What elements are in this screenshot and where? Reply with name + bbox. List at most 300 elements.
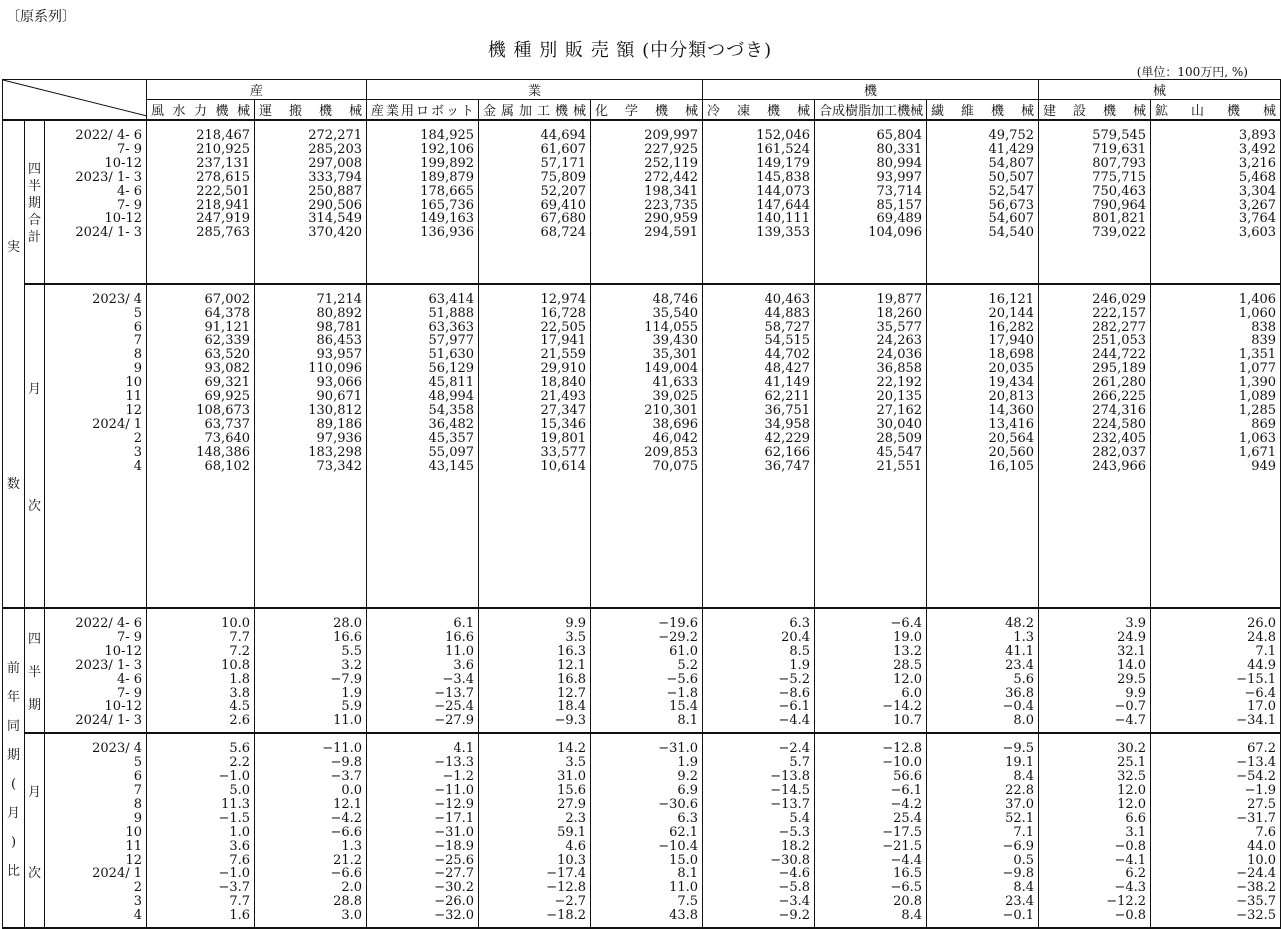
data-cell: −14.2 (882, 699, 923, 715)
data-cell: 1.3 (1013, 629, 1035, 645)
data-cell: 39,025 (652, 389, 699, 405)
data-cell: 3.1 (1125, 824, 1147, 840)
data-cell: 38,696 (652, 416, 699, 432)
data-cell: 20,144 (988, 305, 1035, 321)
column-header-char: 化 (595, 104, 609, 119)
period-label: 2024/ 1 (92, 416, 143, 432)
sales-table-container (2, 79, 1277, 924)
data-cell: 11.0 (333, 713, 363, 729)
data-cell: 149,163 (420, 211, 475, 227)
block-actual-quarter (3, 120, 1281, 284)
data-cell: 8.0 (1013, 713, 1035, 729)
column-header-char: 機 (1227, 104, 1241, 119)
data-cell: 108,673 (196, 403, 251, 418)
data-cell: 252,119 (644, 155, 699, 171)
period-label: 4- 6 (116, 183, 143, 199)
period-column (45, 733, 147, 928)
data-cell: 35,577 (876, 319, 923, 335)
data-cell: −13.3 (434, 755, 475, 771)
data-cell: 8.5 (789, 643, 811, 659)
data-cell: 62,339 (204, 333, 251, 349)
data-cell: −1.8 (666, 685, 699, 701)
header-row-group (3, 80, 1281, 100)
data-cell: 10.8 (221, 657, 251, 673)
data-cell: 232,405 (1092, 430, 1147, 446)
data-cell: 14.0 (1117, 657, 1147, 673)
column-header-char: 合 (819, 104, 833, 119)
column-header-char: 運 (259, 104, 273, 119)
data-cell: 69,489 (876, 211, 923, 227)
data-cell: 15.0 (669, 852, 699, 868)
data-cell: 6.1 (453, 616, 475, 631)
data-cell: −0.8 (1114, 838, 1147, 854)
data-cell: −9.2 (778, 908, 811, 924)
column-header-char: 工 (884, 104, 898, 119)
data-cell: 192,106 (420, 141, 475, 157)
data-cell: 1.9 (677, 755, 699, 771)
data-cell: −25.6 (434, 852, 475, 868)
column-header (147, 100, 255, 121)
data-cell: 775,715 (1092, 169, 1147, 185)
data-cell: 54,540 (988, 225, 1035, 241)
data-cell: 370,420 (308, 225, 363, 241)
sub-label-char: 合 (27, 213, 41, 229)
data-cell: 52,207 (540, 183, 587, 199)
data-cell: 37.0 (1005, 796, 1035, 812)
data-cell: 1,089 (1238, 389, 1277, 405)
column-header-char: 金 (483, 104, 497, 119)
data-cell: 68,724 (540, 225, 587, 241)
column-header-char: 樹 (845, 104, 859, 119)
data-cell: 56,673 (988, 197, 1035, 213)
column-header-text (703, 100, 814, 119)
data-cell: 198,341 (644, 183, 699, 199)
data-cell: 278,615 (196, 169, 251, 185)
data-cell: −9.8 (1002, 866, 1035, 882)
data-cell: 274,316 (1092, 403, 1147, 418)
data-cell: 790,964 (1092, 197, 1147, 213)
data-cell: 19,434 (988, 375, 1035, 391)
data-cell: 36,751 (764, 403, 811, 418)
data-cell: 5.7 (789, 755, 811, 771)
unit-label: (単位：100万円, %) (1136, 65, 1248, 79)
data-cell: 1.3 (341, 838, 363, 854)
data-cell: −2.7 (554, 894, 587, 910)
data-cell: 6.9 (677, 782, 699, 798)
data-cell: 209,997 (644, 128, 699, 143)
page-title: 機 種 別 販 売 額 (中分類つづき) (487, 40, 773, 61)
data-cell: −6.4 (1244, 685, 1277, 701)
data-cell: 16,121 (988, 291, 1035, 307)
column-header-char: 脂 (858, 104, 872, 119)
data-cell: 30,040 (876, 416, 923, 432)
data-column (703, 608, 815, 733)
data-cell: −6.9 (1002, 838, 1035, 854)
column-header-char: 機 (897, 104, 911, 119)
sub-label-quarter (25, 120, 45, 284)
data-column (479, 120, 591, 284)
data-cell: 43,145 (428, 458, 475, 474)
data-cell: 69,410 (540, 197, 587, 213)
data-cell: 4.5 (229, 699, 251, 715)
column-header-char: 設 (1073, 104, 1087, 119)
column-header-text (815, 100, 926, 119)
data-cell: 114,055 (644, 319, 699, 335)
period-label: 7 (133, 333, 143, 349)
column-header-char: 凍 (737, 104, 751, 119)
data-cell: 8.4 (1013, 880, 1035, 896)
data-cell: 52.1 (1005, 810, 1035, 826)
data-cell: 45,357 (428, 430, 475, 446)
data-cell: 579,545 (1092, 128, 1147, 143)
data-cell: −9.3 (554, 713, 587, 729)
data-cell: 67,002 (204, 291, 251, 307)
data-cell: 48,746 (652, 291, 699, 307)
data-cell: 31.0 (557, 769, 587, 785)
data-cell: 2.6 (229, 713, 251, 729)
data-cell: −18.9 (434, 838, 475, 854)
data-cell: 18.4 (557, 699, 587, 715)
sub-label-yoy_quarter (25, 608, 45, 733)
data-cell: 17.0 (1247, 699, 1277, 715)
data-cell: 282,277 (1092, 319, 1147, 335)
data-cell: 801,821 (1092, 211, 1147, 227)
column-header-char: 冷 (707, 104, 721, 119)
data-cell: 3,216 (1238, 155, 1277, 171)
data-cell: 140,111 (756, 211, 811, 227)
header-row-columns (3, 100, 1281, 121)
side-label-char: 同 (6, 719, 20, 735)
data-cell: 70,075 (652, 458, 699, 474)
data-column (591, 733, 703, 928)
data-cell: 27.5 (1247, 796, 1277, 812)
data-cell: 44,883 (764, 305, 811, 321)
data-cell: 7.5 (677, 894, 699, 910)
column-header-char: 水 (172, 104, 186, 119)
data-cell: −34.1 (1236, 713, 1277, 729)
column-header (815, 100, 927, 121)
period-label: 10 (125, 824, 143, 840)
data-cell: −4.4 (890, 852, 923, 868)
data-cell: 3,267 (1238, 197, 1277, 213)
data-cell: 80,892 (316, 305, 363, 321)
group-header-char: 産 (147, 80, 367, 100)
data-cell: 5.6 (1013, 671, 1035, 687)
data-cell: 55,097 (428, 444, 475, 460)
data-cell: 27.9 (557, 796, 587, 812)
sales-table (2, 79, 1281, 929)
data-cell: 21,559 (540, 347, 587, 363)
column-header-char: 機 (767, 104, 781, 119)
data-cell: 68,102 (204, 458, 251, 474)
data-cell: 3.8 (229, 685, 251, 701)
data-cell: 272,442 (644, 169, 699, 185)
data-cell: 4.6 (565, 838, 587, 854)
column-header (927, 100, 1039, 121)
data-cell: −12.8 (882, 741, 923, 757)
data-cell: 39,430 (652, 333, 699, 349)
data-cell: 3,764 (1238, 211, 1277, 227)
column-header-text (927, 100, 1038, 119)
data-cell: 32.1 (1117, 643, 1147, 659)
data-cell: 295,189 (1092, 361, 1147, 377)
data-cell: 12.0 (1117, 782, 1147, 798)
data-cell: 18,260 (876, 305, 923, 321)
data-cell: 3,603 (1238, 225, 1277, 241)
data-cell: −30.2 (434, 880, 475, 896)
data-cell: −10.4 (658, 838, 699, 854)
data-cell: 1.0 (229, 824, 251, 840)
data-cell: 5.5 (341, 643, 363, 659)
data-cell: 2.3 (565, 810, 587, 826)
data-cell: 42,229 (764, 430, 811, 446)
data-cell: 1.8 (229, 671, 251, 687)
data-cell: 44.0 (1247, 838, 1277, 854)
data-cell: 93,082 (204, 361, 251, 377)
data-cell: 183,298 (308, 444, 363, 460)
data-cell: 63,414 (428, 291, 475, 307)
data-cell: 2.0 (341, 880, 363, 896)
data-cell: 20,035 (988, 361, 1035, 377)
data-cell: 1.9 (341, 685, 363, 701)
period-label: 4- 6 (116, 671, 143, 687)
data-cell: 3,304 (1238, 183, 1277, 199)
data-cell: 7.6 (229, 852, 251, 868)
data-cell: 13.2 (893, 643, 923, 659)
column-header-text (1151, 100, 1280, 119)
data-cell: 20,813 (988, 389, 1035, 405)
data-cell: 25.4 (893, 810, 923, 826)
column-header-char: 鉱 (1155, 104, 1169, 119)
data-cell: −17.4 (546, 866, 587, 882)
data-column (1039, 608, 1151, 733)
data-cell: 297,008 (308, 155, 363, 171)
data-cell: 20.4 (781, 629, 811, 645)
column-header-text (479, 100, 590, 119)
data-cell: −13.7 (434, 685, 475, 701)
data-cell: 227,925 (644, 141, 699, 157)
data-column (815, 120, 927, 284)
data-cell: 7.7 (229, 894, 251, 910)
data-cell: 36,858 (876, 361, 923, 377)
data-cell: 46,042 (652, 430, 699, 446)
data-cell: 178,665 (420, 183, 475, 199)
data-cell: 16.8 (557, 671, 587, 687)
data-column (1151, 284, 1281, 608)
column-header-char: ロ (415, 104, 429, 119)
data-cell: 136,936 (420, 225, 475, 241)
data-column (927, 608, 1039, 733)
data-cell: 5.9 (341, 699, 363, 715)
data-cell: 147,644 (756, 197, 811, 213)
data-cell: −29.2 (658, 629, 699, 645)
data-column (927, 733, 1039, 928)
corner-cell (3, 80, 147, 121)
data-cell: 290,506 (308, 197, 363, 213)
data-cell: 54,358 (428, 403, 475, 418)
data-cell: 5.0 (229, 782, 251, 798)
data-cell: 90,671 (316, 389, 363, 405)
data-cell: 52,547 (988, 183, 1035, 199)
data-cell: 1,060 (1238, 305, 1277, 321)
data-cell: 35,540 (652, 305, 699, 321)
data-cell: 80,994 (876, 155, 923, 171)
data-cell: 161,524 (756, 141, 811, 157)
column-header-char: 機 (215, 104, 229, 119)
data-cell: −0.7 (1114, 699, 1147, 715)
period-label: 2 (133, 880, 143, 896)
data-cell: 22,505 (540, 319, 587, 335)
data-cell: 21,493 (540, 389, 587, 405)
side-label-char: ( (10, 777, 17, 793)
data-cell: 4.1 (453, 741, 475, 757)
group-header-char: 業 (367, 80, 703, 100)
sub-label-char: 期 (27, 196, 41, 212)
data-column (591, 284, 703, 608)
data-cell: −3.4 (778, 894, 811, 910)
sub-label-char: 四 (27, 632, 41, 648)
data-cell: 1,285 (1238, 403, 1277, 418)
data-cell: 839 (1251, 333, 1277, 349)
data-cell: 61.0 (669, 643, 699, 659)
data-column (255, 733, 367, 928)
period-label: 5 (133, 755, 143, 771)
sub-label-yoy_month (25, 733, 45, 928)
data-cell: −6.4 (890, 616, 923, 631)
data-cell: −31.7 (1236, 810, 1277, 826)
data-column (815, 733, 927, 928)
column-header (367, 100, 479, 121)
data-cell: −4.6 (778, 866, 811, 882)
data-cell: 3.5 (565, 755, 587, 771)
data-cell: −0.4 (1002, 699, 1035, 715)
data-cell: 27,162 (876, 403, 923, 418)
data-column (1151, 120, 1281, 284)
data-cell: 3.5 (565, 629, 587, 645)
data-cell: 93,066 (316, 375, 363, 391)
period-label: 10 (125, 375, 143, 391)
period-label: 7 (133, 782, 143, 798)
period-label: 12 (125, 403, 143, 418)
data-cell: −3.7 (218, 880, 251, 896)
data-cell: 333,794 (308, 169, 363, 185)
data-cell: 24,036 (876, 347, 923, 363)
data-cell: −8.6 (778, 685, 811, 701)
data-cell: −1.9 (1244, 782, 1277, 798)
column-header-char: 機 (319, 104, 333, 119)
sub-label-char: 計 (27, 230, 41, 246)
data-column (147, 120, 255, 284)
period-label: 12 (125, 852, 143, 868)
column-header-char: 成 (832, 104, 846, 119)
data-cell: 26.0 (1247, 616, 1277, 631)
data-cell: 189,879 (420, 169, 475, 185)
data-cell: 139,353 (756, 225, 811, 241)
data-cell: −10.0 (882, 755, 923, 771)
data-cell: 12.1 (333, 796, 363, 812)
column-header-char: 械 (236, 104, 250, 119)
column-header-text (591, 100, 702, 119)
data-cell: 222,501 (196, 183, 251, 199)
data-column (927, 284, 1039, 608)
period-label: 2024/ 1- 3 (75, 225, 143, 241)
data-column (255, 120, 367, 284)
data-cell: 16.5 (893, 866, 923, 882)
period-label: 10-12 (104, 211, 143, 227)
data-cell: 97,936 (316, 430, 363, 446)
data-cell: 3.0 (341, 908, 363, 924)
column-header (1039, 100, 1151, 121)
column-header-text (367, 100, 478, 119)
sub-label-char: 月 (27, 784, 41, 800)
data-column (703, 733, 815, 928)
block-actual-month (3, 284, 1281, 608)
period-label: 11 (125, 838, 143, 854)
data-cell: 14,360 (988, 403, 1035, 418)
data-cell: −30.6 (658, 796, 699, 812)
data-cell: 3,893 (1238, 128, 1277, 143)
column-header-char: 建 (1043, 104, 1057, 119)
data-column (367, 733, 479, 928)
period-label: 4 (133, 458, 143, 474)
data-cell: −24.4 (1236, 866, 1277, 882)
data-cell: −5.2 (778, 671, 811, 687)
data-cell: 65,804 (876, 128, 923, 143)
period-label: 6 (133, 319, 143, 335)
period-label: 2023/ 1- 3 (75, 169, 143, 185)
data-cell: 9.9 (1125, 685, 1147, 701)
data-cell: 62,211 (764, 389, 811, 405)
column-header-char: 業 (386, 104, 400, 119)
data-cell: 21,551 (876, 458, 923, 474)
data-cell: 247,919 (196, 211, 251, 227)
data-cell: 58,727 (764, 319, 811, 335)
period-label: 10-12 (104, 643, 143, 659)
data-cell: 98,781 (316, 319, 363, 335)
data-cell: 93,997 (876, 169, 923, 185)
data-cell: 0.0 (341, 782, 363, 798)
data-column (1039, 284, 1151, 608)
data-cell: −9.8 (330, 755, 363, 771)
period-label: 7- 9 (116, 197, 143, 213)
data-cell: 25.1 (1117, 755, 1147, 771)
data-cell: 10.0 (1247, 852, 1277, 868)
data-cell: 49,752 (988, 128, 1035, 143)
column-header (255, 100, 367, 121)
data-cell: 949 (1251, 458, 1277, 474)
data-cell: 45,547 (876, 444, 923, 460)
column-header-char: 産 (371, 104, 385, 119)
column-header-char: 械 (1263, 104, 1277, 119)
sub-label-text (25, 623, 44, 722)
period-label: 9 (133, 361, 143, 377)
data-cell: 45,811 (428, 375, 475, 391)
data-cell: 5.4 (789, 810, 811, 826)
data-cell: 104,096 (868, 225, 923, 241)
data-cell: 75,809 (540, 169, 587, 185)
data-cell: −15.1 (1236, 671, 1277, 687)
data-cell: 739,022 (1092, 225, 1147, 241)
data-cell: 6.2 (1125, 866, 1147, 882)
data-cell: 314,549 (308, 211, 363, 227)
data-cell: 86,453 (316, 333, 363, 349)
data-cell: 10,614 (540, 458, 587, 474)
data-cell: 10.7 (893, 713, 923, 729)
data-cell: −17.1 (434, 810, 475, 826)
column-header-char: 機 (655, 104, 669, 119)
data-column (367, 608, 479, 733)
data-cell: −2.4 (778, 741, 811, 757)
